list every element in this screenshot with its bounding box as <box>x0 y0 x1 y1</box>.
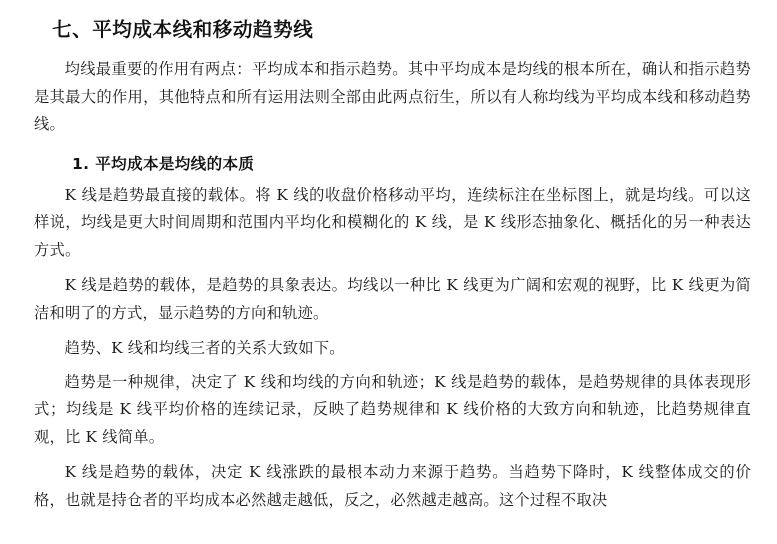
section-1-paragraph-3: 趋势、K 线和均线三者的关系大致如下。 <box>64 339 345 357</box>
page-title: 七、平均成本线和移动趋势线 <box>52 18 314 41</box>
section-1-heading: 1. 平均成本是均线的本质 <box>72 154 255 173</box>
intro-paragraph: 均线最重要的作用有两点：平均成本和指示趋势。其中平均成本是均线的根本所在，确认和指示趋势是其最大的作用，其他特点和所有运用法则全部由此两点衍生，所以有人称均线为平均成本线和移动趋势线。 <box>34 60 751 133</box>
section-1-paragraph-2: K 线是趋势的载体，是趋势的具象表达。均线以一种比 K 线更为广阔和宏观的视野，比 K 线更为简洁和明了的方式，显示趋势的方向和轨迹。 <box>34 276 751 322</box>
section-1-paragraph-5: K 线是趋势的载体，决定 K 线涨跌的最根本动力来源于趋势。当趋势下降时，K 线整体成交的价格，也就是持仓者的平均成本必然越走越低，反之，必然越走越高。这个过程不取决 <box>34 463 751 509</box>
section-1-paragraph-4: 趋势是一种规律，决定了 K 线和均线的方向和轨迹；K 线是趋势的载体，是趋势规律的具体表现形式；均线是 K 线平均价格的连续记录，反映了趋势规律和 K 线价格的大致方向和轨迹，比趋势规律直观，比 K 线简单。 <box>34 372 751 446</box>
section-1-paragraph-1: K 线是趋势最直接的载体。将 K 线的收盘价格移动平均，连续标注在坐标图上，就是均线。可以这样说，均线是更大时间周期和范围内平均化和模糊化的 K 线，是 K 线形态抽象化、概括化的另一种表达方式。 <box>34 185 751 259</box>
